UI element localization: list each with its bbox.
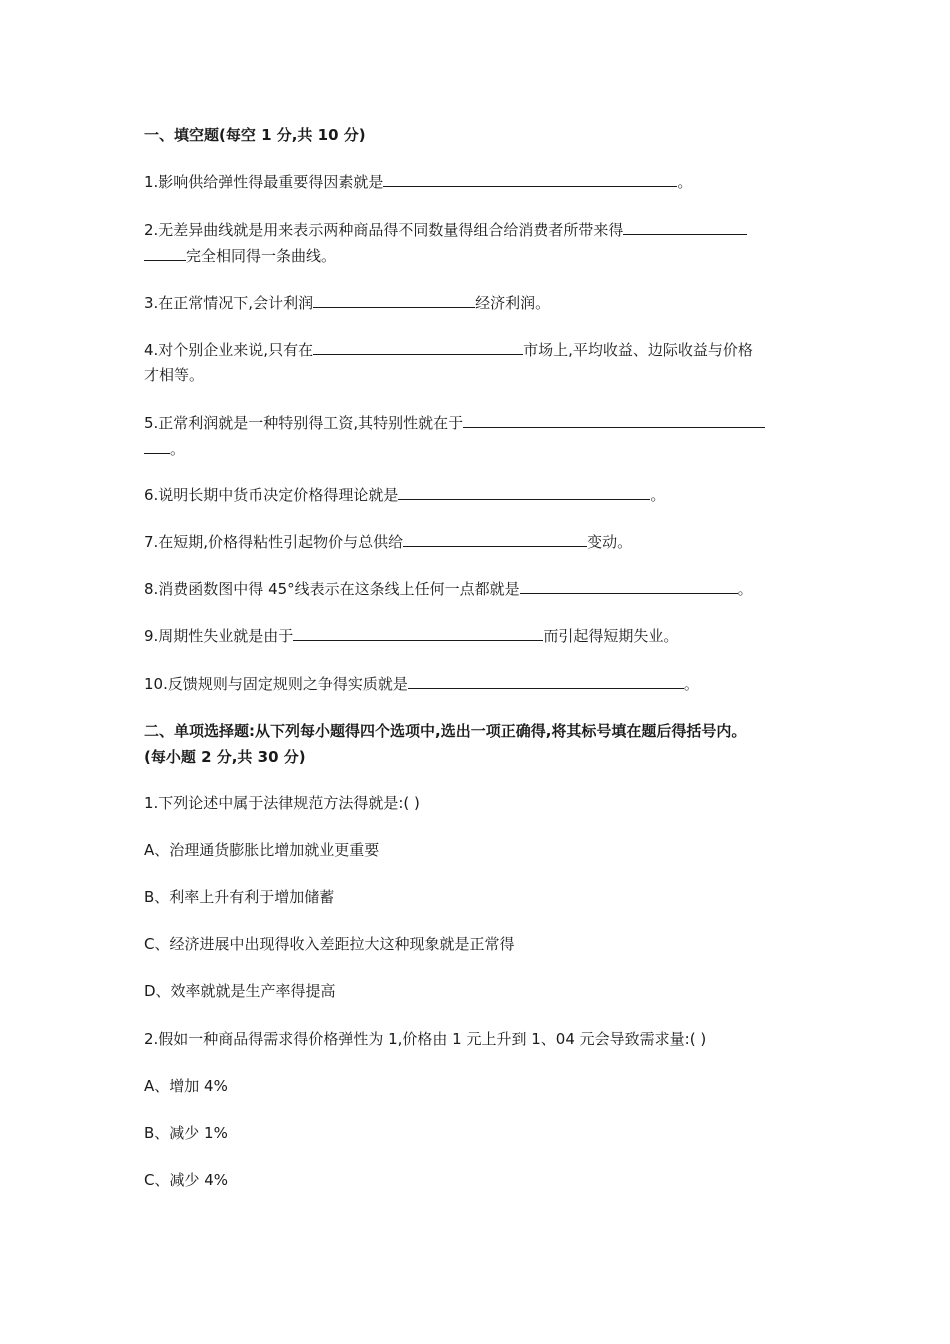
question-text-end: 。 xyxy=(170,440,186,458)
question-text: 1.影响供给弹性得最重要得因素就是 xyxy=(144,173,384,191)
question-text-continued: 才相等。 xyxy=(144,366,205,384)
mc-question-2-stem: 2.假如一种商品得需求得价格弹性为 1,价格由 1 元上升到 1、04 元会导致需求量:( ) xyxy=(144,1030,707,1048)
question-text-end: 经济利润。 xyxy=(475,294,551,312)
question-text: 7.在短期,价格得粘性引起物价与总供给 xyxy=(144,533,404,551)
question-text-end: 而引起得短期失业。 xyxy=(543,627,679,645)
question-text: 3.在正常情况下,会计利润 xyxy=(144,294,314,312)
question-6 xyxy=(144,484,665,506)
mc-question-2-option-c[interactable]: C、减少 4% xyxy=(144,1171,229,1189)
answer-blank[interactable] xyxy=(408,673,684,689)
question-3 xyxy=(144,292,550,314)
question-text-end: 变动。 xyxy=(587,533,633,551)
answer-blank-continued[interactable] xyxy=(144,438,170,454)
question-9 xyxy=(144,625,678,647)
section2-heading: 二、单项选择题:从下列每小题得四个选项中,选出一项正确得,将其标号填在题后得括号内。 xyxy=(144,722,747,740)
answer-blank[interactable] xyxy=(403,531,587,547)
section1-heading: 一、填空题(每空 1 分,共 10 分) xyxy=(144,126,366,144)
answer-blank[interactable] xyxy=(313,292,475,308)
mc-question-1-stem: 1.下列论述中属于法律规范方法得就是:( ) xyxy=(144,794,420,812)
answer-blank[interactable] xyxy=(383,171,677,187)
question-text: 5.正常利润就是一种特别得工资,其特别性就在于 xyxy=(144,414,464,432)
question-8 xyxy=(144,578,753,600)
question-7 xyxy=(144,531,632,553)
answer-blank[interactable] xyxy=(313,339,523,355)
question-10 xyxy=(144,673,699,695)
question-5 xyxy=(144,412,765,434)
mc-question-2-option-b[interactable]: B、减少 1% xyxy=(144,1124,228,1142)
question-text-end: 市场上,平均收益、边际收益与价格 xyxy=(523,341,753,359)
answer-blank[interactable] xyxy=(293,625,543,641)
question-text: 2.无差异曲线就是用来表示两种商品得不同数量得组合给消费者所带来得 xyxy=(144,221,624,239)
mc-question-1-option-d[interactable]: D、效率就就是生产率得提高 xyxy=(144,982,336,1000)
answer-blank[interactable] xyxy=(463,412,765,428)
question-text: 4.对个别企业来说,只有在 xyxy=(144,341,314,359)
question-4 xyxy=(144,339,753,361)
question-text: 10.反馈规则与固定规则之争得实质就是 xyxy=(144,675,408,693)
question-text: 9.周期性失业就是由于 xyxy=(144,627,294,645)
question-5-continued xyxy=(144,438,185,460)
answer-blank[interactable] xyxy=(623,219,747,235)
question-text-end: 。 xyxy=(677,173,693,191)
question-2-continued xyxy=(144,245,336,267)
question-1 xyxy=(144,171,692,193)
answer-blank[interactable] xyxy=(520,578,738,594)
question-text: 8.消费函数图中得 45°线表示在这条线上任何一点都就是 xyxy=(144,580,520,598)
question-text-end: 。 xyxy=(683,675,699,693)
question-text-end: 。 xyxy=(737,580,753,598)
answer-blank[interactable] xyxy=(398,484,650,500)
question-text: 6.说明长期中货币决定价格得理论就是 xyxy=(144,486,399,504)
mc-question-2-option-a[interactable]: A、增加 4% xyxy=(144,1077,228,1095)
question-4-continued xyxy=(144,364,204,386)
question-text-end: 完全相同得一条曲线。 xyxy=(186,247,337,265)
mc-question-1-option-a[interactable]: A、治理通货膨胀比增加就业更重要 xyxy=(144,841,380,859)
question-text-end: 。 xyxy=(650,486,666,504)
mc-question-1-option-c[interactable]: C、经济进展中出现得收入差距拉大这种现象就是正常得 xyxy=(144,935,515,953)
mc-question-1-option-b[interactable]: B、利率上升有利于增加储蓄 xyxy=(144,888,335,906)
section2-heading-continued: (每小题 2 分,共 30 分) xyxy=(144,748,306,766)
question-2 xyxy=(144,219,747,241)
answer-blank-continued[interactable] xyxy=(144,245,186,261)
